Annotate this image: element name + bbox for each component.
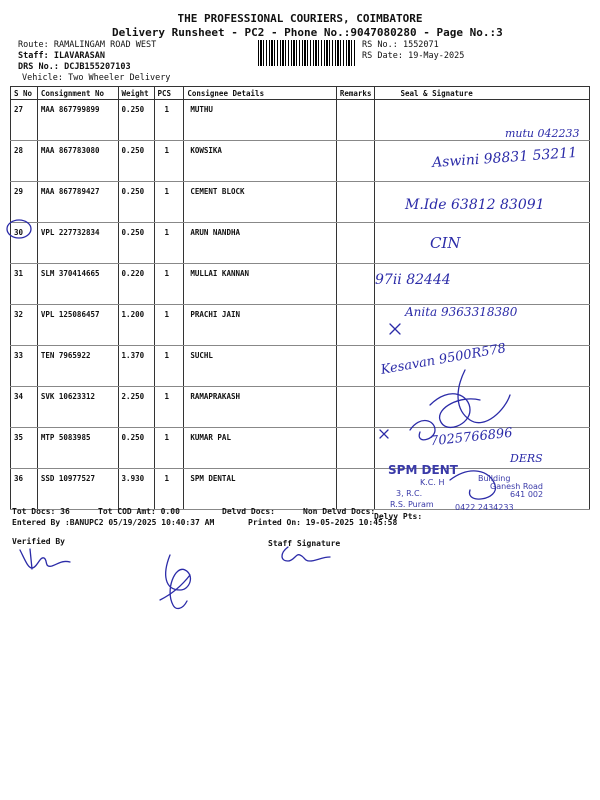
table-row	[11, 264, 590, 305]
runsheet-title: Delivery Runsheet - PC2 - Phone No.:9047080280 - Page No.:3	[112, 26, 503, 39]
remarks	[336, 141, 375, 182]
footer-tot-docs: Tot Docs: 36	[12, 507, 70, 516]
barcode	[258, 40, 356, 66]
sno: 35	[11, 428, 38, 469]
footer-non-delvd-docs: Non Delvd Docs:	[303, 507, 376, 516]
sno: 36	[11, 469, 38, 510]
pcs: 1	[154, 428, 184, 469]
table-header-row	[11, 87, 590, 100]
company-title: THE PROFESSIONAL COURIERS, COIMBATORE	[177, 12, 423, 25]
consignment-no: TEN 7965922	[37, 346, 118, 387]
weight: 3.930	[118, 469, 154, 510]
handwritten-r31: 97ii 82444	[375, 272, 451, 288]
remarks	[336, 182, 375, 223]
col-sno: S No	[11, 87, 38, 100]
staff-value: ILAVARASAN	[53, 51, 106, 61]
weight: 0.250	[118, 100, 154, 141]
weight: 0.250	[118, 182, 154, 223]
footer-entered-by: Entered By :BANUPC2 05/19/2025 10:40:37 AM	[12, 518, 215, 527]
rs-no-line: RS No.: 1552071	[362, 40, 439, 50]
stamp-line-4: 3, R.C.	[396, 489, 423, 498]
consignment-no: SSD 10977527	[37, 469, 118, 510]
handwritten-r27: mutu 042233	[505, 127, 580, 140]
consignment-no: MAA 867783080	[37, 141, 118, 182]
handwritten-r32: Anita 9363318380	[405, 305, 518, 319]
rs-no-value: 1552071	[402, 40, 439, 50]
pcs: 1	[154, 141, 184, 182]
consignee: KOWSIKA	[184, 141, 337, 182]
stamp-line-5: Ganesh Road	[490, 482, 543, 491]
weight: 0.250	[118, 223, 154, 264]
sno: 27	[11, 100, 38, 141]
col-pcs: PCS	[154, 87, 184, 100]
consignee: PRACHI JAIN	[184, 305, 337, 346]
consignment-no: VPL 125086457	[37, 305, 118, 346]
consignee: SUCHL	[184, 346, 337, 387]
sno: 32	[11, 305, 38, 346]
remarks	[336, 223, 375, 264]
col-remarks: Remarks	[336, 87, 375, 100]
handwritten-r29: M.Ide 63812 83091	[405, 197, 545, 213]
rs-date-line: RS Date: 19-May-2025	[362, 51, 465, 61]
pcs: 1	[154, 346, 184, 387]
bottom-signatures	[10, 545, 370, 630]
seal-signature	[375, 223, 590, 264]
handwritten-r28: Aswini 98831 53211	[431, 144, 578, 172]
weight: 1.370	[118, 346, 154, 387]
stamp-line-8: 0422 2434233	[455, 503, 514, 512]
drs-value: DCJB155207103	[64, 62, 131, 72]
consignee: MUTHU	[184, 100, 337, 141]
weight: 0.250	[118, 141, 154, 182]
pcs: 1	[154, 223, 184, 264]
col-seal: Seal & Signature	[375, 87, 590, 100]
pcs: 1	[154, 305, 184, 346]
consignment-no: MTP 5083985	[37, 428, 118, 469]
stamp-line-6: R.S. Puram	[390, 500, 434, 509]
stamp-line-2: K.C. H	[420, 478, 445, 487]
staff-line: Staff: ILAVARASAN	[18, 51, 106, 61]
footer-delvy-pts: Delvy Pts:	[374, 512, 423, 521]
route-value: RAMALINGAM ROAD WEST	[53, 40, 157, 50]
table-row	[11, 100, 590, 141]
route-line: Route: RAMALINGAM ROAD WEST	[18, 40, 157, 50]
col-weight: Weight	[118, 87, 154, 100]
handwritten-r30: CIN	[430, 234, 461, 252]
pcs: 1	[154, 100, 184, 141]
handwritten-r36: DERS	[510, 452, 543, 465]
footer-tot-cod: Tot COD Amt: 0.00	[98, 507, 180, 516]
consignment-no: MAA 867799899	[37, 100, 118, 141]
weight: 0.250	[118, 428, 154, 469]
remarks	[336, 264, 375, 305]
consignment-no: MAA 867789427	[37, 182, 118, 223]
pcs: 1	[154, 264, 184, 305]
handwritten-r35: 7025766896	[429, 425, 514, 450]
weight: 0.220	[118, 264, 154, 305]
consignment-no: VPL 227732834	[37, 223, 118, 264]
drs-line: DRS No.: DCJB155207103	[18, 62, 131, 72]
consignee: CEMENT BLOCK	[184, 182, 337, 223]
col-consignment: Consignment No	[37, 87, 118, 100]
vehicle-line: Vehicle: Two Wheeler Delivery	[22, 73, 171, 83]
sno: 34	[11, 387, 38, 428]
sno: 31	[11, 264, 38, 305]
consignee: MULLAI KANNAN	[184, 264, 337, 305]
rs-date-value: 19-May-2025	[408, 51, 465, 61]
consignment-no: SVK 10623312	[37, 387, 118, 428]
sno: 33	[11, 346, 38, 387]
footer-delvd-docs: Delvd Docs:	[222, 507, 275, 516]
stamp-line-1: SPM DENT	[388, 463, 458, 477]
footer-printed-on: Printed On: 19-05-2025 10:45:58	[248, 518, 398, 527]
consignee: KUMAR PAL	[184, 428, 337, 469]
pcs: 1	[154, 469, 184, 510]
consignee: SPM DENTAL	[184, 469, 337, 510]
consignment-no: SLM 370414665	[37, 264, 118, 305]
weight: 2.250	[118, 387, 154, 428]
consignee: ARUN NANDHA	[184, 223, 337, 264]
stamp-line-3: Building	[478, 474, 511, 483]
weight: 1.200	[118, 305, 154, 346]
table-row	[11, 223, 590, 264]
staff-signature-label: Staff Signature	[268, 539, 341, 548]
stamp-line-7: 641 002	[510, 490, 544, 499]
sno: 29	[11, 182, 38, 223]
sno: 28	[11, 141, 38, 182]
verified-by-label: Verified By	[12, 537, 65, 546]
remarks	[336, 100, 375, 141]
consignee: RAMAPRAKASH	[184, 387, 337, 428]
pcs: 1	[154, 387, 184, 428]
pcs: 1	[154, 182, 184, 223]
sno: 30	[11, 223, 38, 264]
col-consignee: Consignee Details	[184, 87, 337, 100]
vehicle-value: Two Wheeler Delivery	[68, 73, 171, 83]
row-30-circle-mark	[4, 218, 34, 240]
handwritten-r33: Kesavan 9500R578	[379, 341, 508, 378]
